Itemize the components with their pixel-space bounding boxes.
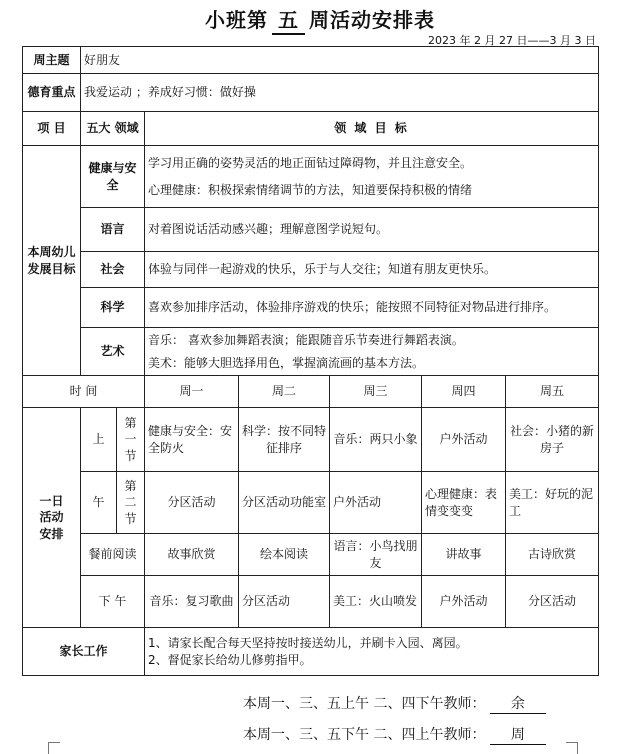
thu-session1: 户外活动 — [422, 408, 506, 472]
health-goals — [145, 146, 599, 208]
time-label: 时 间 — [23, 376, 145, 408]
domain-science: 科学 — [81, 288, 145, 328]
daily-schedule-label — [23, 408, 81, 628]
fri-premeal: 古诗欣赏 — [506, 534, 599, 576]
domain-social: 社会 — [81, 252, 145, 288]
teacher-line-2-text: 本周一、三、五下午 二、四上午教师： — [243, 727, 486, 743]
tue-session2: 分区活动功能室 — [239, 472, 330, 534]
target-header: 领 域 目 标 — [145, 112, 599, 146]
mon-premeal: 故事欣赏 — [145, 534, 239, 576]
wed-afternoon: 美工：火山喷发 — [330, 576, 422, 628]
page-corner-right — [566, 742, 578, 754]
moral-value: 我爱运动 ；养成好习惯：做好操 — [81, 74, 599, 112]
weekly-plan-table — [22, 46, 599, 676]
parents-item-2: 2、督促家长给幼儿修剪指甲。 — [148, 652, 312, 667]
day-wed: 周三 — [330, 376, 422, 408]
fri-afternoon: 分区活动 — [506, 576, 599, 628]
wed-session1: 音乐：两只小象 — [330, 408, 422, 472]
parents-work — [145, 628, 599, 676]
wed-premeal: 语言：小鸟找朋友 — [330, 534, 422, 576]
page-title — [0, 4, 640, 35]
tue-premeal: 绘本阅读 — [239, 534, 330, 576]
mon-session1: 健康与安全：安全防火 — [145, 408, 239, 472]
parents-label: 家长工作 — [23, 628, 145, 676]
fri-session1: 社会：小猪的新房子 — [506, 408, 599, 472]
theme-label: 周主题 — [23, 47, 81, 74]
title-suffix: 周活动安排表 — [309, 8, 435, 32]
afternoon-label: 下 午 — [81, 576, 145, 628]
session1-label-text: 第一节 — [124, 416, 137, 463]
health-goal-1: 学习用正确的姿势灵活的地正面钻过障碍物，并且注意安全。 — [148, 156, 473, 171]
language-goal: 对着图说话活动感兴趣；理解意图学说短句。 — [145, 208, 599, 252]
domain-art: 艺术 — [81, 328, 145, 376]
science-goal: 喜欢参加排序活动，体验排序游戏的快乐；能按照不同特征对物品进行排序。 — [145, 288, 599, 328]
noon-label: 午 — [81, 472, 117, 534]
page-corner-left — [48, 742, 60, 754]
day-mon: 周一 — [145, 376, 239, 408]
mon-afternoon: 音乐：复习歌曲 — [145, 576, 239, 628]
week-number: 五 — [272, 4, 305, 35]
morning-label: 上 — [81, 408, 117, 472]
title-prefix: 小班第 — [205, 8, 268, 32]
thu-afternoon: 户外活动 — [422, 576, 506, 628]
parents-item-1: 1、请家长配合每天坚持按时接送幼儿，并刷卡入园、离园。 — [148, 636, 468, 651]
health-goal-2: 心理健康：积极探索情绪调节的方法，知道要保持积极的情绪 — [148, 182, 473, 197]
thu-premeal: 讲故事 — [422, 534, 506, 576]
art-goal-2: 美术：能够大胆选择用色，掌握滴流画的基本方法。 — [148, 355, 425, 370]
domain-header: 五大 领域 — [81, 112, 145, 146]
session2-label — [117, 472, 145, 534]
art-goal-1: 音乐： 喜欢参加舞蹈表演；能跟随音乐节奏进行舞蹈表演。 — [148, 333, 464, 348]
tue-session1: 科学：按不同特征排序 — [239, 408, 330, 472]
teacher-name-2: 周 — [490, 724, 546, 745]
session1-label — [117, 408, 145, 472]
social-goal: 体验与同伴一起游戏的快乐，乐于与人交往；知道有朋友更快乐。 — [145, 252, 599, 288]
day-tue: 周二 — [239, 376, 330, 408]
teacher-name-1: 余 — [490, 693, 546, 714]
thu-session2: 心理健康：表情变变变 — [422, 472, 506, 534]
domain-health: 健康与安全 — [81, 146, 145, 208]
teacher-line-1-text: 本周一、三、五上午 二、四下午教师： — [243, 696, 486, 712]
wed-session2: 户外活动 — [330, 472, 422, 534]
teacher-line-1 — [0, 693, 640, 714]
art-goals — [145, 328, 599, 376]
day-thu: 周四 — [422, 376, 506, 408]
fri-session2: 美工：好玩的泥工 — [506, 472, 599, 534]
teacher-line-2 — [0, 724, 640, 745]
mon-session2: 分区活动 — [145, 472, 239, 534]
tue-afternoon: 分区活动 — [239, 576, 330, 628]
moral-label: 德育重点 — [23, 74, 81, 112]
date-range: 2023 年 2 月 27 日——3 月 3 日 — [428, 34, 596, 47]
session2-label-text: 第二节 — [124, 479, 137, 526]
goals-label: 本周幼儿发展目标 — [23, 146, 81, 376]
theme-value: 好朋友 — [81, 47, 599, 74]
premeal-label: 餐前阅读 — [81, 534, 145, 576]
side-label-text: 一日活动安排 — [39, 494, 64, 541]
day-fri: 周五 — [506, 376, 599, 408]
item-header: 项 目 — [23, 112, 81, 146]
domain-language: 语言 — [81, 208, 145, 252]
